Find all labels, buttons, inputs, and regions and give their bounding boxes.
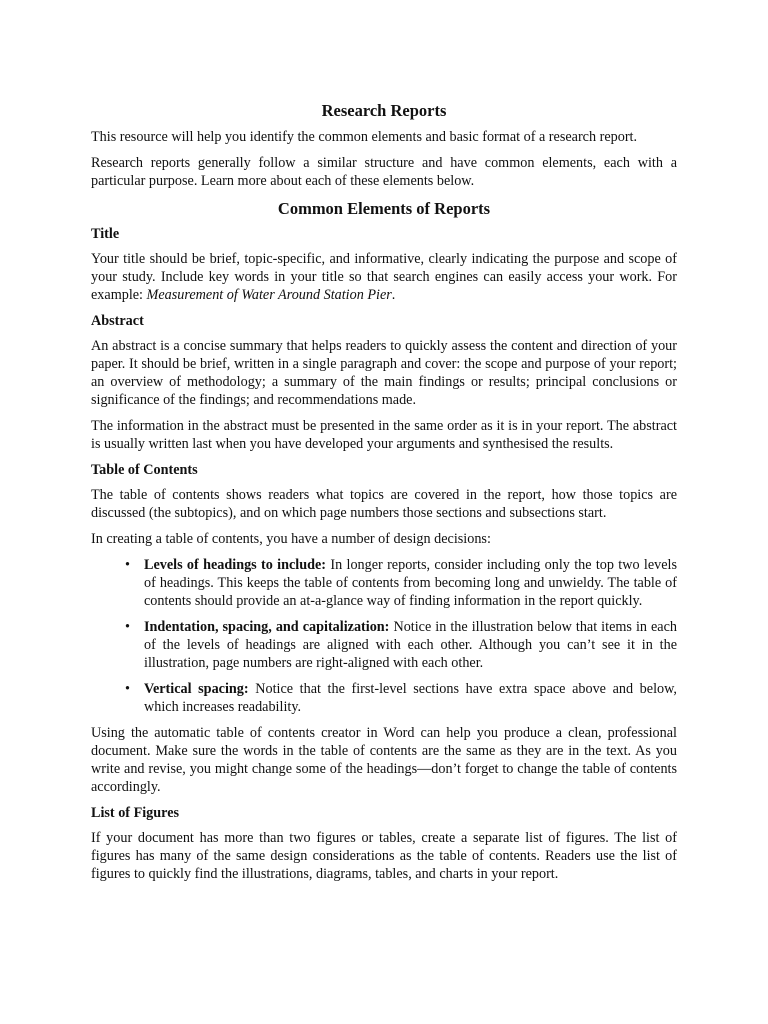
design-decisions-list [91, 556, 677, 716]
abstract-paragraph: An abstract is a concise summary that helps readers to quickly assess the content and direction of your paper. It should be brief, written in a single paragraph and cover: the scope and purpose of your report; an overview of methodology; a summary of the main findings or results; principal conclusions or significance of the findings; and recommendations made. [91, 338, 677, 408]
heading-abstract: Abstract [91, 313, 144, 329]
list-item [125, 618, 677, 672]
bullet-icon: • [125, 619, 130, 635]
list-item [125, 556, 677, 610]
list-item-lead: Vertical spacing: [144, 681, 249, 697]
toc-paragraph: Using the automatic table of contents creator in Word can help you produce a clean, professional document. Make sure the words in the table of contents are the same as they are in the text. As you write and revise, you might change some of the headings—don’t forget to change the table of contents accordingly. [91, 725, 677, 795]
list-item [125, 680, 677, 716]
toc-paragraph: The table of contents shows readers what topics are covered in the report, how those topics are discussed (the subtopics), and on which page numbers those sections and subsections start. [91, 487, 677, 521]
heading-list-of-figures: List of Figures [91, 805, 180, 821]
bullet-icon: • [125, 681, 130, 697]
toc-paragraph: In creating a table of contents, you have a number of design decisions: [91, 531, 491, 547]
title-example: Measurement of Water Around Station Pier [146, 287, 392, 303]
title-paragraph [91, 250, 677, 304]
heading-table-of-contents: Table of Contents [91, 462, 198, 478]
list-item-lead: Indentation, spacing, and capitalization: [144, 619, 390, 635]
abstract-paragraph: The information in the abstract must be presented in the same order as it is in your report. The abstract is usually written last when you have developed your arguments and synthesised the results. [91, 418, 677, 452]
heading-title: Title [91, 226, 120, 242]
intro-paragraph: This resource will help you identify the common elements and basic format of a research report. [91, 129, 638, 145]
figures-paragraph: If your document has more than two figures or tables, create a separate list of figures. The list of figures has many of the same design considerations as the table of contents. Readers use the list of figures to quickly find the illustrations, diagrams, tables, and charts in your report. [91, 830, 677, 882]
title-example-end: . [391, 287, 396, 303]
list-item-text: Notice that the first-level sections have extra space above and below, which increases readability. [144, 681, 677, 715]
intro-paragraph: Research reports generally follow a similar structure and have common elements, each with a particular purpose. Learn more about each of these elements below. [91, 155, 677, 189]
list-item-text: In longer reports, consider including only the top two levels of headings. This keeps the table of contents from becoming long and unwieldy. The table of contents should provide an at-a-glance way of finding information in the report quickly. [144, 557, 677, 609]
document-page [91, 100, 677, 891]
bullet-icon: • [125, 557, 130, 573]
section-title: Common Elements of Reports [277, 199, 491, 218]
list-item-lead: Levels of headings to include: [144, 557, 327, 573]
page-title: Research Reports [321, 101, 447, 120]
title-paragraph-text: Your title should be brief, topic-specific, and informative, clearly indicating the purpose and scope of your study. Include key words in your title so that search engines can easily access your work. For example: [91, 251, 677, 303]
list-item-text: Notice in the illustration below that items in each of the levels of headings are aligned with each other. Although you can’t see it in the illustration, page numbers are right-aligned with each other. [144, 619, 677, 671]
